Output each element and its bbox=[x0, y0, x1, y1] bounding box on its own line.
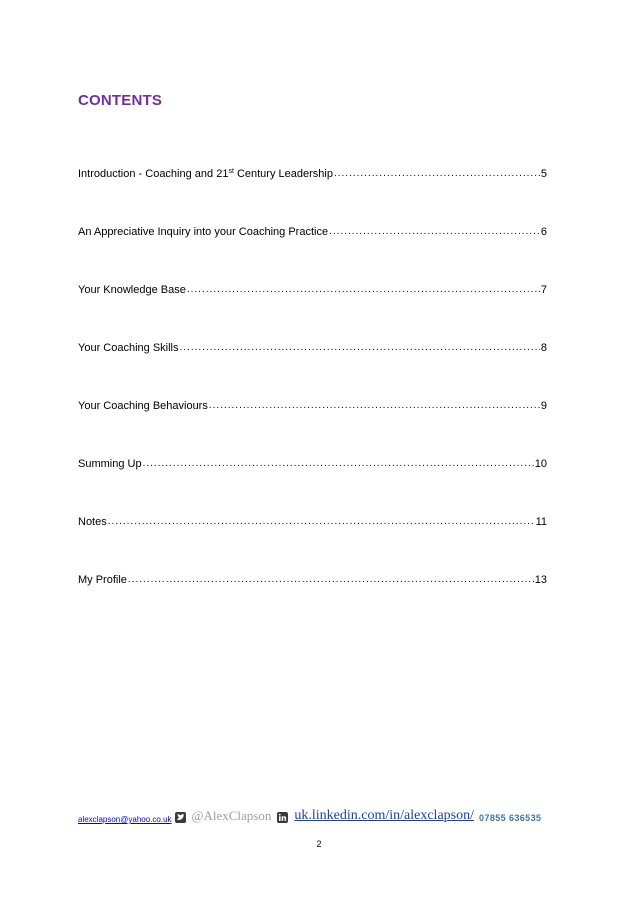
linkedin-icon bbox=[277, 812, 288, 823]
dot-leader bbox=[334, 167, 540, 181]
toc-entry-page: 9 bbox=[540, 400, 547, 412]
superscript: st bbox=[228, 168, 234, 175]
toc-entry-page: 10 bbox=[534, 458, 547, 470]
toc-entry-title: My Profile bbox=[78, 574, 127, 586]
page-number: 2 bbox=[316, 839, 322, 849]
dot-leader bbox=[143, 457, 534, 471]
dot-leader bbox=[108, 515, 535, 529]
toc-entry[interactable] bbox=[78, 279, 547, 297]
toc-entry-title: Introduction - Coaching and 21st Century Leadership bbox=[78, 168, 333, 180]
dot-leader bbox=[187, 283, 540, 297]
toc-entry[interactable] bbox=[78, 337, 547, 355]
twitter-bird-icon bbox=[175, 812, 186, 823]
dot-leader bbox=[179, 341, 539, 355]
toc-entry-page: 6 bbox=[540, 226, 547, 238]
toc-entry-title: An Appreciative Inquiry into your Coaching Practice bbox=[78, 226, 329, 238]
toc-entry[interactable] bbox=[78, 395, 547, 413]
toc-entry-title: Your Knowledge Base bbox=[78, 284, 186, 296]
toc-entry[interactable] bbox=[78, 569, 547, 587]
linkedin-link[interactable]: uk.linkedin.com/in/alexclapson/ bbox=[294, 808, 475, 823]
toc-entry[interactable] bbox=[78, 453, 547, 471]
dot-leader bbox=[209, 399, 540, 413]
toc-entry[interactable] bbox=[78, 511, 547, 529]
toc-entry[interactable] bbox=[78, 221, 547, 239]
twitter-handle[interactable]: @AlexClapson bbox=[191, 808, 272, 823]
dot-leader bbox=[329, 225, 540, 239]
contents-heading: CONTENTS bbox=[78, 92, 163, 109]
toc-entry-page: 7 bbox=[540, 284, 547, 296]
toc-entry-title: Summing Up bbox=[78, 458, 142, 470]
toc-entry-page: 8 bbox=[540, 342, 547, 354]
toc-entry-title: Your Coaching Skills bbox=[78, 342, 179, 354]
contact-footer bbox=[78, 808, 541, 824]
phone-number: 07855 636535 bbox=[479, 813, 542, 823]
toc-entry-page: 11 bbox=[535, 516, 547, 528]
toc-entry-page: 13 bbox=[534, 574, 547, 586]
dot-leader bbox=[128, 573, 534, 587]
toc-entry-title: Your Coaching Behaviours bbox=[78, 400, 208, 412]
toc-entry-title: Notes bbox=[78, 516, 107, 528]
toc-entry-page: 5 bbox=[540, 168, 547, 180]
email-link[interactable]: alexclapson@yahoo.co.uk bbox=[78, 815, 172, 824]
toc-entry[interactable] bbox=[78, 163, 547, 181]
table-of-contents bbox=[78, 163, 547, 627]
